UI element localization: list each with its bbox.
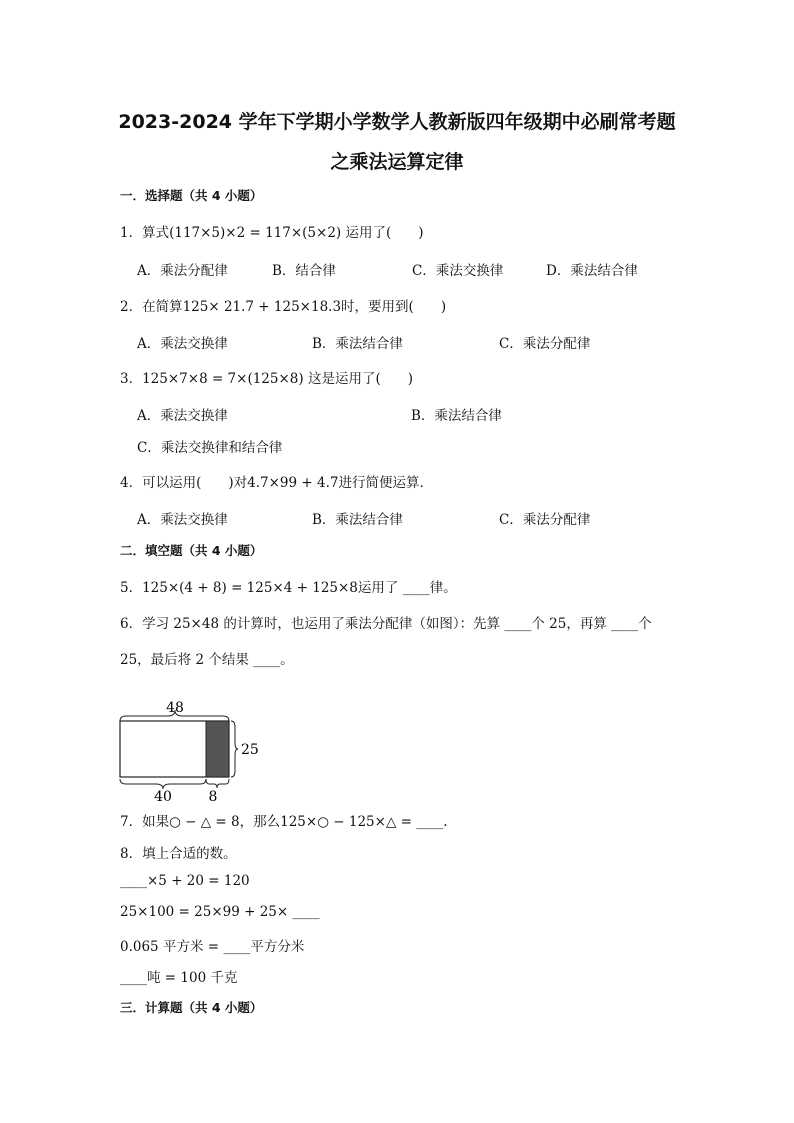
question-3: 3．125×7×8 = 7×(125×8) 这是运用了( ): [120, 371, 413, 387]
q4-option-c: C．乘法分配律: [499, 512, 591, 528]
q4-option-b: B．乘法结合律: [312, 512, 403, 528]
q8-line-3: 0.065 平方米 = ____平方分米: [120, 939, 305, 955]
q2-option-c: C．乘法分配律: [499, 336, 591, 352]
section-heading-calc: 三．计算题（共 4 小题）: [120, 1000, 263, 1015]
q3-option-c: C．乘法交换律和结合律: [137, 440, 283, 456]
figure-shaded-part: [206, 721, 229, 777]
q3-option-b: B．乘法结合律: [411, 408, 502, 424]
q2-option-b: B．乘法结合律: [312, 336, 403, 352]
figure-label-total: 48: [166, 700, 184, 716]
question-1: 1．算式(117×5)×2 = 117×(5×2) 运用了( ): [120, 225, 424, 241]
question-8: 8．填上合适的数。: [120, 846, 237, 862]
section-heading-choice: 一．选择题（共 4 小题）: [120, 188, 263, 203]
question-5: 5．125×(4 + 8) = 125×4 + 125×8运用了 ____律。: [120, 580, 457, 596]
figure-label-height: 25: [241, 742, 259, 758]
doc-title-line2: 之乘法运算定律: [330, 151, 464, 173]
q1-option-b: B．结合律: [272, 263, 336, 279]
bottom-brace-right: [206, 779, 229, 788]
section-heading-fill: 二．填空题（共 4 小题）: [120, 543, 263, 558]
figure-label-part2: 8: [208, 789, 218, 805]
right-brace: [231, 721, 238, 777]
top-brace: [120, 710, 229, 721]
q1-option-d: D．乘法结合律: [546, 263, 638, 279]
question-7: 7．如果○ − △ = 8，那么125×○ − 125×△ = ____.: [120, 814, 448, 830]
question-4: 4．可以运用( )对4.7×99 + 4.7进行简便运算．: [120, 475, 433, 491]
q8-line-1: ____×5 + 20 = 120: [120, 873, 250, 889]
q2-option-a: A．乘法交换律: [137, 336, 228, 352]
question-2: 2．在简算125× 21.7 + 125×18.3时，要用到( ): [120, 299, 447, 315]
figure-label-part1: 40: [154, 789, 172, 805]
q4-option-a: A．乘法交换律: [137, 512, 228, 528]
q8-line-4: ____吨 = 100 千克: [120, 970, 238, 986]
figure-rectangle: [120, 721, 229, 777]
q1-option-c: C．乘法交换律: [412, 263, 504, 279]
q1-option-a: A．乘法分配律: [137, 263, 228, 279]
doc-title-line1: 2023-2024 学年下学期小学数学人教新版四年级期中必刷常考题: [118, 111, 676, 133]
q8-line-2: 25×100 = 25×99 + 25× ____: [120, 904, 320, 920]
q3-option-a: A．乘法交换律: [137, 408, 228, 424]
question-6-line2: 25，最后将 2 个结果 ____。: [120, 652, 294, 668]
bottom-brace-left: [120, 779, 206, 789]
question-6-line1: 6．学习 25×48 的计算时，也运用了乘法分配律（如图）：先算 ____个 25，再算 ____个: [120, 616, 652, 632]
